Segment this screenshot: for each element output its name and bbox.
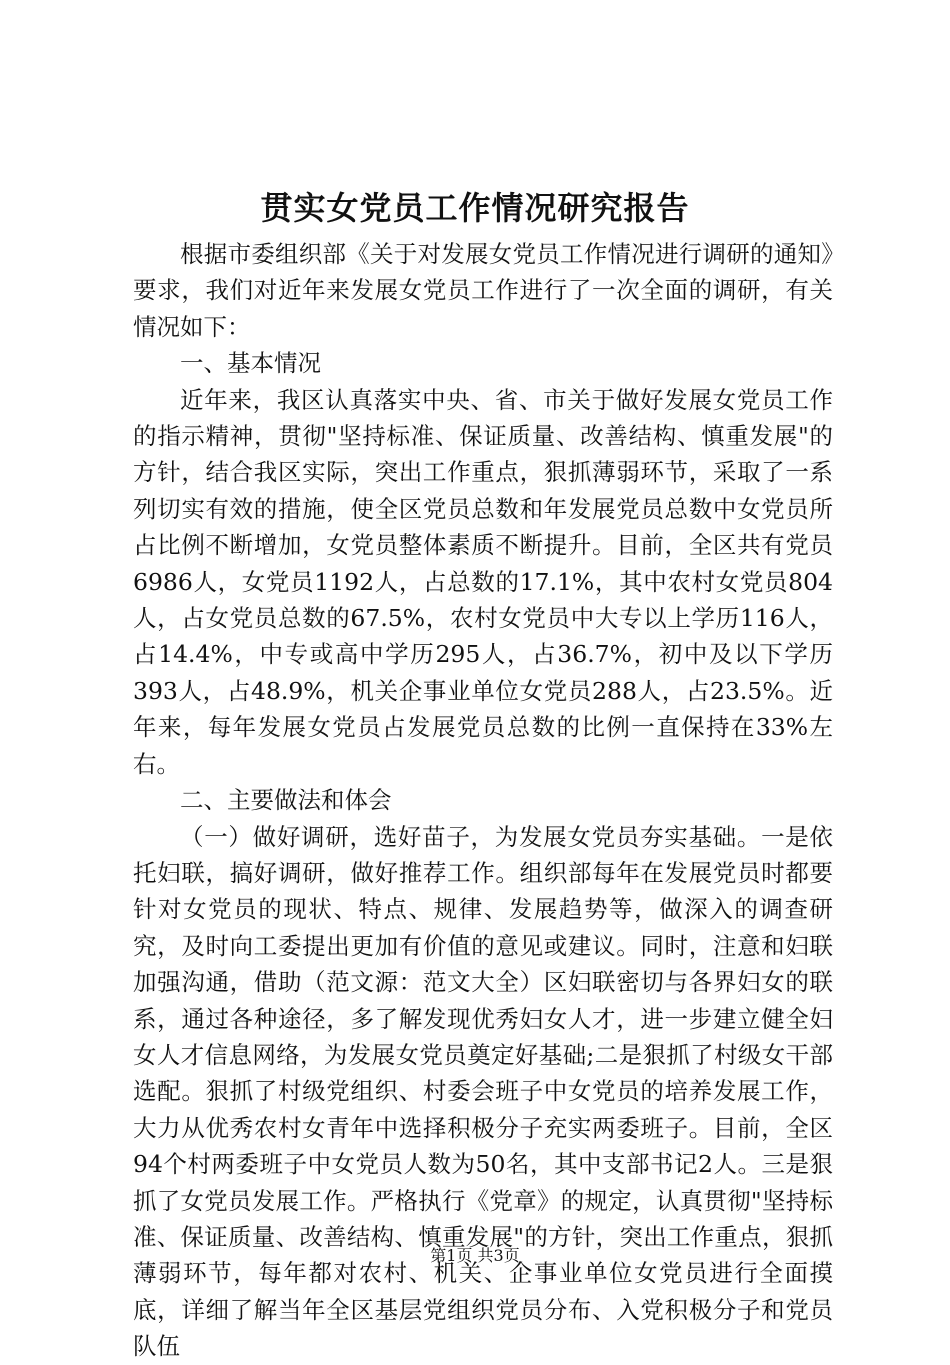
section-heading-practices: 二、主要做法和体会 bbox=[180, 786, 392, 815]
basic-situation-paragraph: 近年来，我区认真落实中央、省、市关于做好发展女党员工作的指示精神，贯彻"坚持标准、保证质量、改善结构、慎重发展"的方针，结合我区实际，突出工作重点，狠抓薄弱环节，采取了一系列切实有效的措施，使全区党员总数和年发展党员总数中女党员所占比例不断增加，女党员整体素质不断提升。目前，全区共有党员6986人，女党员1192人，占总数的17.1%，其中农村女党员804人，占女党员总数的67.5%，农村女党员中大专以上学历116人，占14.4%，中专或高中学历295人，占36.7%，初中及以下学历393人，占48.9%，机关企事业单位女党员288人，占23.5%。近年来，每年发展女党员占发展党员总数的比例一直保持在33%左右。 bbox=[133, 385, 833, 778]
intro-paragraph: 根据市委组织部《关于对发展女党员工作情况进行调研的通知》要求，我们对近年来发展女党员工作进行了一次全面的调研，有关情况如下： bbox=[133, 240, 833, 341]
practices-paragraph: （一）做好调研，选好苗子，为发展女党员夯实基础。一是依托妇联，搞好调研，做好推荐工作。组织部每年在发展党员时都要针对女党员的现状、特点、规律、发展趋势等，做深入的调查研究，及时向工委提出更加有价值的意见或建议。同时，注意和妇联加强沟通，借助（范文源：范文大全）区妇联密切与各界妇女的联系，通过各种途径，多了解发现优秀妇女人才，进一步建立健全妇女人才信息网络，为发展女党员奠定好基础;二是狠抓了村级女干部选配。狠抓了村级党组织、村委会班子中女党员的培养发展工作，大力从优秀农村女青年中选择积极分子充实两委班子。目前，全区94个村两委班子中女党员人数为50名，其中支部书记2人。三是狠抓了女党员发展工作。严格执行《党章》的规定，认真贯彻"坚持标准、保证质量、改善结构、慎重发展"的方针，突出工作重点，狠抓薄弱环节，每年都对农村、机关、企事业单位女党员进行全面摸底，详细了解当年全区基层党组织党员分布、入党积极分子和党员队伍 bbox=[133, 822, 833, 1361]
document-title: 贯实女党员工作情况研究报告 bbox=[260, 189, 690, 227]
document-body bbox=[133, 236, 833, 1365]
section-heading-basic: 一、基本情况 bbox=[180, 349, 321, 378]
page-number-footer: 第1页 共3页 bbox=[430, 1246, 520, 1265]
